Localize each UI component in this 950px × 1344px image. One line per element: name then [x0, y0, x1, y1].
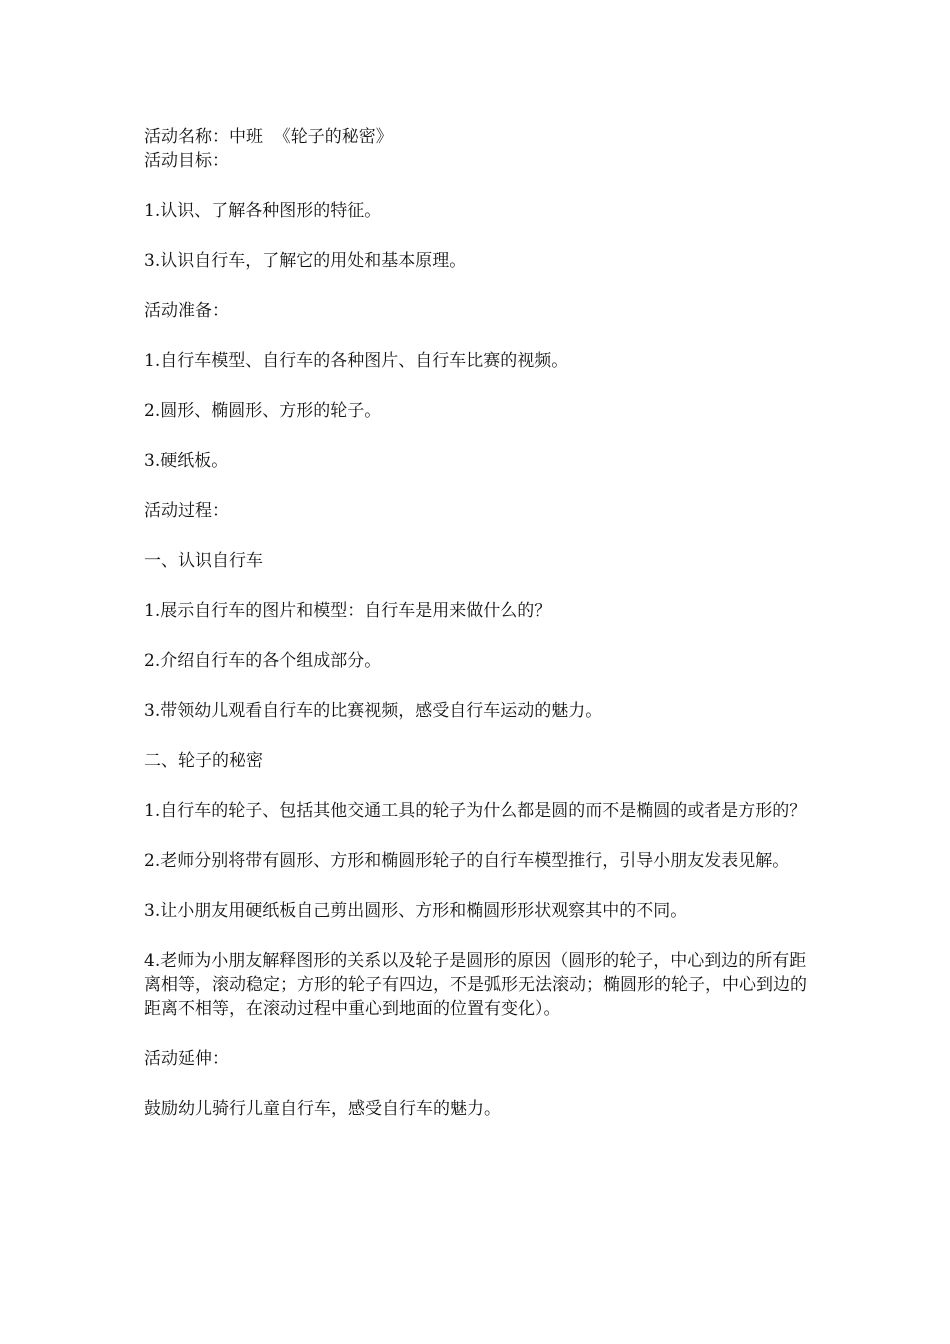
document-body: [144, 125, 814, 1147]
process-heading: 活动过程：: [144, 501, 229, 521]
section-1-item-3: 3.带领幼儿观看自行车的比赛视频，感受自行车运动的魅力。: [144, 701, 603, 721]
preparation-item-3: 3.硬纸板。: [144, 451, 229, 471]
section-2-item-1: 1.自行车的轮子、包括其他交通工具的轮子为什么都是圆的而不是椭圆的或者是方形的？: [144, 801, 807, 821]
section-2-item-3: 3.让小朋友用硬纸板自己剪出圆形、方形和椭圆形形状观察其中的不同。: [144, 901, 688, 921]
section-2-item-4: 4.老师为小朋友解释图形的关系以及轮子是圆形的原因（圆形的轮子，中心到边的所有距离相等，滚动稳定；方形的轮子有四边，不是弧形无法滚动；椭圆形的轮子，中心到边的距离不相等，在滚动过程中重心到地面的位置有变化）。: [144, 951, 807, 1019]
goal-item-3: 3.认识自行车，了解它的用处和基本原理。: [144, 251, 467, 271]
section-1-item-2: 2.介绍自行车的各个组成部分。: [144, 651, 382, 671]
activity-name-line: 活动名称：中班 《轮子的秘密》: [144, 127, 393, 147]
preparation-item-2: 2.圆形、椭圆形、方形的轮子。: [144, 401, 382, 421]
section-2-heading: 二、轮子的秘密: [144, 751, 263, 771]
section-2-item-2: 2.老师分别将带有圆形、方形和椭圆形轮子的自行车模型推行，引导小朋友发表见解。: [144, 851, 790, 871]
goal-item-1: 1.认识、了解各种图形的特征。: [144, 201, 382, 221]
section-1-heading: 一、认识自行车: [144, 551, 263, 571]
section-1-item-1: 1.展示自行车的图片和模型：自行车是用来做什么的？: [144, 601, 552, 621]
extension-heading: 活动延伸：: [144, 1049, 229, 1069]
preparation-item-1: 1.自行车模型、自行车的各种图片、自行车比赛的视频。: [144, 351, 569, 371]
preparation-heading: 活动准备：: [144, 301, 229, 321]
goals-heading: 活动目标：: [144, 151, 229, 171]
extension-text: 鼓励幼儿骑行儿童自行车，感受自行车的魅力。: [144, 1099, 501, 1119]
